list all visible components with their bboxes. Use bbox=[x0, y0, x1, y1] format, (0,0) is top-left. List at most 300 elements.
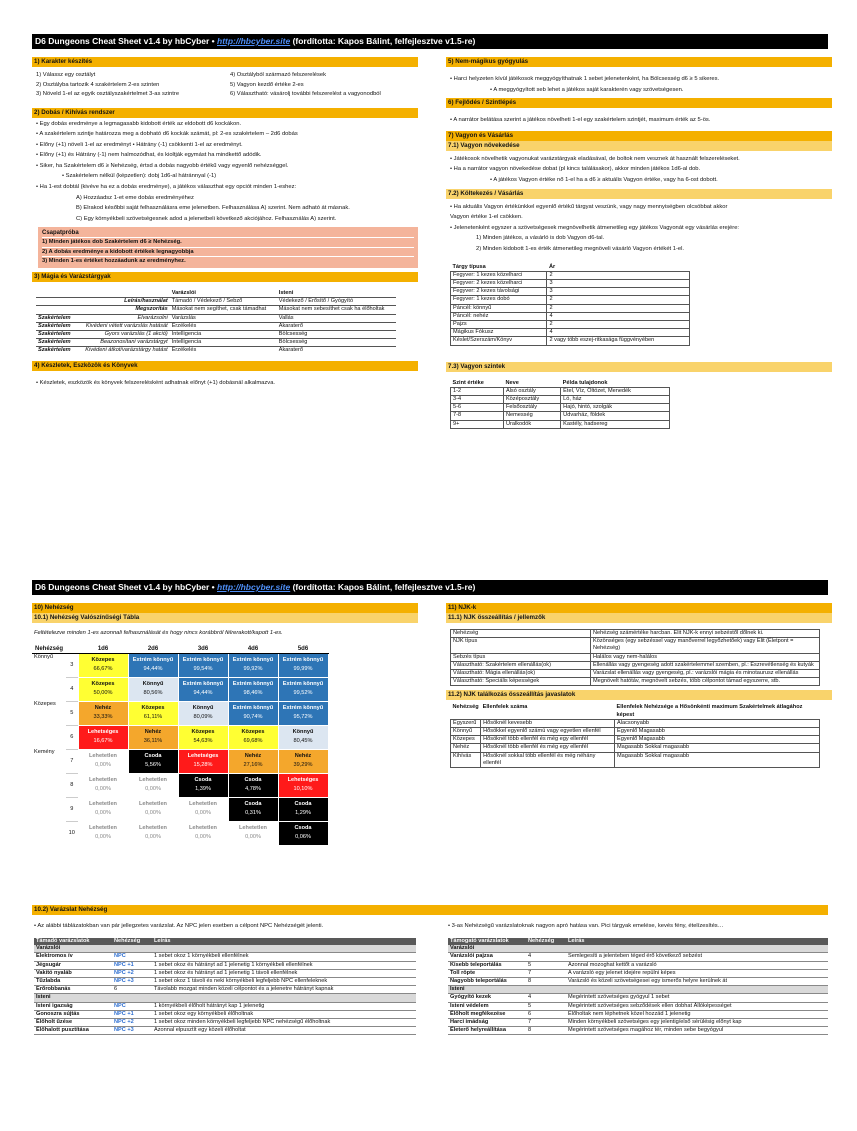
price-cell: Mágikus Fókusz bbox=[451, 329, 547, 337]
support-spell-row bbox=[448, 961, 828, 969]
probability-cell bbox=[278, 677, 328, 701]
support-spell-group: Varázslói bbox=[448, 945, 828, 953]
spell-name: Élőhalott pusztítása bbox=[34, 1027, 112, 1035]
probability-cell bbox=[228, 797, 278, 821]
difficulty-level bbox=[32, 725, 66, 749]
difficulty-target: 6 bbox=[66, 725, 78, 749]
probability-cell bbox=[128, 701, 178, 725]
attack-spell-row bbox=[34, 986, 416, 994]
difficulty-col-header: 4d6 bbox=[228, 646, 278, 654]
magic-cell: Leírás/használat bbox=[76, 298, 170, 306]
spell-description: A varázsló egy jelenet idejére repülni képes bbox=[566, 969, 828, 977]
support-spell-group: Isteni bbox=[448, 986, 828, 994]
price-row bbox=[451, 312, 690, 320]
rule-line: • Egy dobás eredménye a legmagasabb kidobott érték az eldobott d6 kockákon. bbox=[36, 120, 242, 127]
support-spell-row bbox=[448, 1027, 828, 1035]
magic-cell: Bölcsesség bbox=[277, 330, 396, 338]
attack-spell-row bbox=[34, 961, 416, 969]
probability-cell bbox=[78, 653, 128, 677]
page2-title-bar bbox=[32, 580, 828, 595]
wealth-row bbox=[451, 404, 670, 412]
probability-label: Nehéz bbox=[294, 752, 312, 759]
probability-label: Extrém könnyű bbox=[282, 656, 324, 663]
probability-cell bbox=[228, 773, 278, 797]
price-cell: 2 vagy több eszej-ritkasága függvényében bbox=[547, 337, 690, 345]
spell-description: 1 sebet okoz 1 környékbeli ellenfélnek bbox=[152, 953, 416, 961]
wealth-col-header: Szint értéke bbox=[451, 380, 504, 388]
difficulty-target: 7 bbox=[66, 749, 78, 773]
spending-line: 1) Minden játékos, a vásárló is dob Vagyon d6-tal. bbox=[476, 235, 605, 242]
spell-description: Semlegesíti a jelenteben téged érő következő sebzést bbox=[566, 953, 828, 961]
probability-label: Könnyű bbox=[292, 728, 314, 735]
wealth-col-header: Példa tulajdonok bbox=[561, 380, 670, 388]
magic-col-header bbox=[36, 290, 76, 298]
encounter-row bbox=[451, 744, 820, 752]
sub-header: 7.2) Költekezés / Vásárlás bbox=[446, 189, 832, 199]
encounter-cell: Közepes bbox=[451, 736, 481, 744]
wealth-cell: Ló, ház bbox=[561, 395, 670, 403]
party-roll-step: 3) Minden 1-es értéket hozzáadunk az eredményhez. bbox=[42, 256, 414, 266]
magic-cell: Szakértelem bbox=[36, 347, 76, 355]
difficulty-row bbox=[32, 749, 328, 773]
magic-col-header: Isteni bbox=[277, 290, 396, 298]
probability-label: Csoda bbox=[194, 776, 212, 783]
difficulty-level bbox=[32, 677, 66, 701]
difficulty-level bbox=[32, 773, 66, 797]
magic-row bbox=[36, 347, 396, 355]
encounter-col-header: Ellenfelek száma bbox=[481, 704, 615, 719]
magic-cell: Kivédeni vétett varázslás hatását bbox=[76, 322, 170, 330]
probability-label: Közepes bbox=[241, 728, 265, 735]
probability-value: 0,00% bbox=[95, 833, 111, 840]
magic-cell: Érzékelés bbox=[170, 322, 277, 330]
probability-cell bbox=[178, 821, 228, 845]
sub-header: 7.3) Vagyon szintek bbox=[446, 362, 832, 372]
magic-cell: Érzékelés bbox=[170, 347, 277, 355]
probability-label: Extrém könnyű bbox=[182, 656, 224, 663]
magic-cell: Másokat nem sebesíthet csak ha élőholtak bbox=[277, 306, 396, 314]
npc-description: Megnövelt hatótáv, megnövelt sebzés, több célpontot támad egyszerre, stb. bbox=[591, 678, 820, 686]
probability-label: Extrém könnyű bbox=[232, 656, 274, 663]
difficulty-col-header: 3d6 bbox=[178, 646, 228, 654]
probability-label: Lehetséges bbox=[287, 776, 319, 783]
section-header: 10) Nehézség bbox=[32, 603, 418, 613]
probability-cell bbox=[78, 797, 128, 821]
spending-line: Vagyon értéke 1-el csökken. bbox=[450, 214, 523, 221]
difficulty-level: Könnyű bbox=[34, 653, 53, 660]
spell-difficulty: NPC bbox=[112, 953, 152, 961]
rule-line: • Szakértelem nélkül (képzetlen): dobj 1d6-al hátránnyal (-1) bbox=[62, 173, 217, 180]
difficulty-row bbox=[32, 677, 328, 701]
magic-cell: Vallás bbox=[277, 314, 396, 322]
probability-cell bbox=[178, 797, 228, 821]
magic-row bbox=[36, 339, 396, 347]
attack-spell-header-row bbox=[34, 938, 416, 945]
encounter-cell: Alacsonyabb bbox=[615, 719, 820, 727]
magic-table bbox=[36, 290, 396, 355]
support-spell-row bbox=[448, 1010, 828, 1018]
wealth-cell: 1-2 bbox=[451, 387, 504, 395]
encounter-col-header: Ellenfelek Nehézsége a Hősönkénti maximum Szakértelmek átlagához képest bbox=[615, 704, 820, 719]
difficulty-row bbox=[32, 725, 328, 749]
wealth-row bbox=[451, 420, 670, 428]
section-header: 3) Mágia és Varázstárgyak bbox=[32, 272, 418, 282]
probability-cell bbox=[128, 797, 178, 821]
party-roll-step: 2) A dobás eredménye a kidobott értékek legnagyobbja bbox=[42, 247, 414, 257]
magic-cell: Megszorítás bbox=[76, 306, 170, 314]
spell-name: Kisebb teleportálás bbox=[448, 961, 526, 969]
price-table bbox=[450, 264, 690, 346]
attack-spell-group: Varázslói bbox=[34, 945, 416, 953]
wealth-cell: Étel, Víz, Öltözet, Menedék bbox=[561, 387, 670, 395]
price-row bbox=[451, 271, 690, 279]
npc-description: Közönséges (egy sebzéssel vagy manőverrel legyőzhetőek) vagy Elit (Életpont = Nehézség) bbox=[591, 638, 820, 653]
npc-row bbox=[451, 638, 820, 653]
support-spell-row bbox=[448, 978, 828, 986]
magic-cell: Támadó / Védekező / Sebző bbox=[170, 298, 277, 306]
probability-value: 94,44% bbox=[143, 665, 163, 672]
npc-attribute: Sebzés típus bbox=[451, 653, 591, 661]
attack-spells-table bbox=[34, 938, 416, 1035]
probability-value: 99,52% bbox=[293, 689, 313, 696]
difficulty-target: 4 bbox=[66, 677, 78, 701]
price-cell: Pajzs bbox=[451, 320, 547, 328]
npc-row bbox=[451, 678, 820, 686]
magic-cell bbox=[36, 298, 76, 306]
magic-cell: Bölcsesség bbox=[277, 339, 396, 347]
probability-label: Közepes bbox=[191, 728, 215, 735]
price-cell: 2 bbox=[547, 296, 690, 304]
encounter-row bbox=[451, 728, 820, 736]
wealth-row bbox=[451, 412, 670, 420]
spell-description: 1 környékbeli élőholt hátrányt kap 1 jelenetig bbox=[152, 1002, 416, 1010]
spell-difficulty: NPC bbox=[112, 1002, 152, 1010]
npc-attribute: Választható: Mágia ellenállás(ok) bbox=[451, 670, 591, 678]
probability-note: Feltételezve minden 1-es azonnali felhasználását és hogy nincs korábbról félrerakott/kapott 1-es. bbox=[34, 630, 283, 636]
spell-name: Gonoszra sújtás bbox=[34, 1010, 112, 1018]
wealth-cell: Uralkodók bbox=[503, 420, 560, 428]
support-spells-table bbox=[448, 938, 828, 1035]
support-spell-header-row bbox=[448, 938, 828, 945]
probability-cell bbox=[78, 821, 128, 845]
probability-cell bbox=[128, 749, 178, 773]
magic-cell: Akaraterő bbox=[277, 347, 396, 355]
probability-cell bbox=[78, 773, 128, 797]
magic-cell: Kivédeni átkot/varázstárgy hatást bbox=[76, 347, 170, 355]
section-header: 1) Karakter készítés bbox=[32, 57, 418, 67]
probability-value: 80,45% bbox=[293, 737, 313, 744]
spell-description: Megérintett szövetséges sebződések ellen dobhat Állóképességet bbox=[566, 1002, 828, 1010]
probability-label: Lehetetlen bbox=[139, 776, 167, 783]
party-roll-title: Csapatpróba bbox=[42, 230, 79, 237]
magic-cell: Védekező / Erősítő / Gyógyító bbox=[277, 298, 396, 306]
npc-attribute: NJK típus bbox=[451, 638, 591, 653]
probability-label: Extrém könnyű bbox=[232, 704, 274, 711]
support-spell-row bbox=[448, 994, 828, 1002]
wealth-cell: Udvarház, földek bbox=[561, 412, 670, 420]
probability-value: 94,44% bbox=[193, 689, 213, 696]
encounter-cell: Magasabb Sokkal magasabb bbox=[615, 744, 820, 752]
magic-cell: Másokat nem segíthet, csak támadhat bbox=[170, 306, 277, 314]
spell-difficulty: 5 bbox=[526, 961, 566, 969]
spell-note-left: • Az alábbi táblázatokban van pár jellegzetes varázslat. Az NPC jelen esetben a célpont NPC Nehézségét jelenti. bbox=[34, 923, 324, 929]
title-link[interactable]: http://hbcyber.site bbox=[217, 582, 291, 592]
magic-cell: Intelligencia bbox=[170, 330, 277, 338]
spell-difficulty: 4 bbox=[526, 994, 566, 1002]
probability-label: Könnyű bbox=[192, 704, 214, 711]
probability-cell bbox=[78, 677, 128, 701]
magic-cell bbox=[36, 306, 76, 314]
rule-line: • Ha 1-est dobtál (kivéve ha ez a dobás eredménye), a játékos választhat egy opciót minden 1-eshez: bbox=[36, 184, 297, 191]
probability-value: 1,39% bbox=[195, 785, 211, 792]
attack-spell-row bbox=[34, 1027, 416, 1035]
wealth-cell: Középosztály bbox=[503, 395, 560, 403]
spending-line: • Jelenetenként egyszer a szövetségesek megnövelhetik átmenetileg egy játékos Vagyonát egy vásárlás erejére: bbox=[450, 224, 740, 231]
probability-value: 99,99% bbox=[293, 665, 313, 672]
probability-cell bbox=[228, 821, 278, 845]
spell-difficulty: 8 bbox=[526, 1027, 566, 1035]
rule-line: • Előny (+1) és Hátrány (-1) nem halmozódhat, és kioltják egymást ha mindkettő adódik. bbox=[36, 152, 262, 159]
price-row bbox=[451, 304, 690, 312]
encounter-cell: Hősöknél több ellenfél és még egy ellenfél bbox=[481, 744, 615, 752]
probability-label: Lehetetlen bbox=[139, 824, 167, 831]
title-prefix: D6 Dungeons Cheat Sheet v1.4 by hbCyber • bbox=[35, 582, 217, 592]
magic-cell: Szakértelem bbox=[36, 314, 76, 322]
probability-label: Extrém könnyű bbox=[182, 680, 224, 687]
difficulty-header-row bbox=[32, 646, 328, 654]
probability-value: 61,11% bbox=[143, 713, 163, 720]
probability-label: Lehetetlen bbox=[89, 800, 117, 807]
support-spell-col-header: Nehézség bbox=[526, 938, 566, 945]
probability-cell bbox=[278, 773, 328, 797]
price-col-header: Ár bbox=[547, 264, 690, 272]
probability-value: 4,78% bbox=[245, 785, 261, 792]
probability-label: Extrém könnyű bbox=[132, 656, 174, 663]
healing-line: • A meggyógyított seb lehet a játékos saját karakterén vagy szövetségesen. bbox=[490, 86, 684, 93]
probability-value: 69,68% bbox=[243, 737, 263, 744]
spell-difficulty: NPC +3 bbox=[112, 1027, 152, 1035]
spell-note-right: • 3-as Nehézségű varázslatoknak nagyon apró hatása van. Pici tárgyak emelése, kevés fény, ételízesítés… bbox=[448, 923, 724, 929]
page1-title-bar bbox=[32, 34, 828, 49]
spell-description: 1 sebet okoz 1 távoli és neki környékbeli legfeljebb NPC ellenfeleknek bbox=[152, 978, 416, 986]
probability-value: 39,29% bbox=[293, 761, 313, 768]
probability-cell bbox=[78, 749, 128, 773]
wealth-cell: Nemesség bbox=[503, 412, 560, 420]
encounter-cell: Kihívás bbox=[451, 752, 481, 767]
attack-spell-row bbox=[34, 1010, 416, 1018]
title-link[interactable]: http://hbcyber.site bbox=[217, 36, 291, 46]
encounter-header-row bbox=[451, 704, 820, 719]
spell-description: Távolabb mozgat minden közeli célpontot és a jelenetre hátrányt kapnak bbox=[152, 986, 416, 994]
encounter-cell: Hősöknél kevesebb bbox=[481, 719, 615, 727]
wealth-cell: 3-4 bbox=[451, 395, 504, 403]
encounter-cell: Könnyű bbox=[451, 728, 481, 736]
npc-description: Nehézség számértéke harcban. Elit NJK-k ennyi sebzéstől dőlnek ki. bbox=[591, 630, 820, 638]
probability-label: Csoda bbox=[244, 776, 262, 783]
probability-label: Csoda bbox=[144, 752, 162, 759]
attack-spell-group: Isteni bbox=[34, 994, 416, 1002]
probability-label: Lehetetlen bbox=[189, 824, 217, 831]
page2-right-column bbox=[446, 603, 832, 768]
npc-attribute: Nehézség bbox=[451, 630, 591, 638]
probability-label: Csoda bbox=[244, 800, 262, 807]
roll-system-text bbox=[32, 120, 418, 224]
difficulty-target: 9 bbox=[66, 797, 78, 821]
spell-description: Azonnal elpusztít egy közeli élőholtat bbox=[152, 1027, 416, 1035]
spell-name: Varázslói pajzsa bbox=[448, 953, 526, 961]
attack-spell-row bbox=[34, 953, 416, 961]
attack-spell-col-header: Támadó varázslatok bbox=[34, 938, 112, 945]
creation-step: 3) Növeld 1-el az egyik osztályszakértelmet 3-as szintre bbox=[36, 91, 180, 97]
encounter-cell: Magasabb Sokkal magasabb bbox=[615, 752, 820, 767]
magic-row bbox=[36, 314, 396, 322]
title-prefix: D6 Dungeons Cheat Sheet v1.4 by hbCyber • bbox=[35, 36, 217, 46]
support-spell-row bbox=[448, 969, 828, 977]
probability-cell bbox=[278, 725, 328, 749]
section-header: 2) Dobás / Kihívás rendszer bbox=[32, 108, 418, 118]
probability-label: Lehetetlen bbox=[239, 824, 267, 831]
probability-value: 27,16% bbox=[243, 761, 263, 768]
rule-line: C) Egy környékbeli szövetségesnek adod a jelenetbeli következő akciójához. Felhasználás A) szerint. bbox=[76, 215, 337, 222]
magic-col-header bbox=[76, 290, 170, 298]
probability-cell bbox=[78, 701, 128, 725]
probability-value: 0,00% bbox=[95, 785, 111, 792]
spell-difficulty: 6 bbox=[526, 1010, 566, 1018]
probability-cell bbox=[128, 725, 178, 749]
spell-name: Gyógyító kezek bbox=[448, 994, 526, 1002]
spell-difficulty: NPC +1 bbox=[112, 1010, 152, 1018]
spending-line: • Ha aktuális Vagyon értékünkkel egyenlő értékű tárgyat veszünk, vagy nagy mennyiségben olcsóbbat akkor bbox=[450, 203, 728, 210]
difficulty-level: Kemény bbox=[34, 749, 55, 756]
probability-cell bbox=[278, 821, 328, 845]
encounter-row bbox=[451, 719, 820, 727]
section-header: 6) Fejlődés / Szintlépés bbox=[446, 98, 832, 108]
encounter-cell: Egyszerű bbox=[451, 719, 481, 727]
probability-cell bbox=[178, 653, 228, 677]
support-spell-group-row bbox=[448, 945, 828, 953]
encounter-cell: Hősökkel egyenlő számú vagy egyetlen ellenfél bbox=[481, 728, 615, 736]
difficulty-target: 3 bbox=[66, 653, 78, 677]
difficulty-row bbox=[32, 701, 328, 725]
probability-value: 80,09% bbox=[193, 713, 213, 720]
probability-value: 95,72% bbox=[293, 713, 313, 720]
probability-label: Extrém könnyű bbox=[282, 704, 324, 711]
probability-value: 99,92% bbox=[243, 665, 263, 672]
probability-label: Lehetséges bbox=[87, 728, 119, 735]
probability-value: 33,33% bbox=[93, 713, 113, 720]
spell-description: 1 sebet okoz minden környékbeli legfeljebb NPC nehézségű élőholtnak bbox=[152, 1019, 416, 1027]
price-cell: Páncél: nehéz bbox=[451, 312, 547, 320]
spell-description: 1 sebet okoz egy környékbeli élőholtnak bbox=[152, 1010, 416, 1018]
difficulty-col-header: 5d6 bbox=[278, 646, 328, 654]
wealth-row bbox=[451, 395, 670, 403]
spell-name: Élőholt űzése bbox=[34, 1019, 112, 1027]
magic-row bbox=[36, 298, 396, 306]
price-cell: 3 bbox=[547, 279, 690, 287]
difficulty-row bbox=[32, 773, 328, 797]
probability-value: 90,74% bbox=[243, 713, 263, 720]
healing-line: • Harci helyzeten kívül játékosok meggyógyíthatnak 1 sebet jelenetenként, ha Bölcsesség d6 ≥ 5 sikeres. bbox=[450, 76, 720, 82]
magic-cell: Szakértelem bbox=[36, 330, 76, 338]
support-spell-col-header: Leírás bbox=[566, 938, 828, 945]
probability-label: Csoda bbox=[294, 800, 312, 807]
probability-cell bbox=[278, 749, 328, 773]
probability-label: Lehetetlen bbox=[89, 824, 117, 831]
section-header: 5) Nem-mágikus gyógyulás bbox=[446, 57, 832, 67]
probability-value: 0,00% bbox=[95, 761, 111, 768]
probability-value: 98,46% bbox=[243, 689, 263, 696]
spell-description: Varázsló és közeli szövetségesei egy ismerős helyre kerülnek át bbox=[566, 978, 828, 986]
title-suffix: (fordította: Kapos Bálint, felfejlesztve v1.5-re) bbox=[290, 582, 476, 592]
rule-line: B) Elrakod későbbi saját felhasználásra eme jelenetben. Felhasználása A) szerint. Nem adható át másnak. bbox=[76, 205, 350, 212]
attack-spell-row bbox=[34, 1019, 416, 1027]
spell-description: Azonnal mozoghat kettőt a varázsló bbox=[566, 961, 828, 969]
rule-line: • Előny (+1) növeli 1-el az eredményt • Hátrány (-1) csökkenti 1-el az eredményt. bbox=[36, 141, 243, 148]
section-header: 11) NJK-k bbox=[446, 603, 832, 613]
spell-difficulty: NPC +2 bbox=[112, 969, 152, 977]
spell-description: Minden környékbeli szövetséges egy jelentig/első sérülésig előnyt kap bbox=[566, 1019, 828, 1027]
price-row bbox=[451, 279, 690, 287]
probability-label: Nehéz bbox=[94, 704, 112, 711]
spell-difficulty: 5 bbox=[526, 1002, 566, 1010]
magic-cell: Szakértelem bbox=[36, 322, 76, 330]
npc-row bbox=[451, 653, 820, 661]
wealth-growth-line: • Játékosok növelhetik vagyonukat varázstárgyak eladásával, de boltok nem vesznek át használt felszereléseket. bbox=[450, 155, 740, 162]
wealth-cell: 5-6 bbox=[451, 404, 504, 412]
party-roll-step: 1) Minden játékos dob Szakértelem d6 ≥ Nehézség. bbox=[42, 237, 414, 247]
probability-cell bbox=[128, 653, 178, 677]
spell-description: Megérintett szövetséges magához tér, minden sebe begyógyul bbox=[566, 1027, 828, 1035]
magic-row bbox=[36, 322, 396, 330]
price-row bbox=[451, 320, 690, 328]
spell-name: Jégsugár bbox=[34, 961, 112, 969]
probability-value: 99,54% bbox=[193, 665, 213, 672]
spell-description: Élőholtak nem léphetnek közel hozzád 1 jelenetig bbox=[566, 1010, 828, 1018]
probability-cell bbox=[228, 653, 278, 677]
probability-value: 0,00% bbox=[145, 809, 161, 816]
encounter-row bbox=[451, 736, 820, 744]
price-row bbox=[451, 337, 690, 345]
section-header: 10.2) Varázslat Nehézség bbox=[32, 905, 828, 915]
probability-value: 54,63% bbox=[193, 737, 213, 744]
spending-line: 2) Minden kidobott 1-es érték átmenetileg megnöveli vásárló Vagyon értékét 1-el. bbox=[476, 245, 685, 252]
encounter-row bbox=[451, 752, 820, 767]
difficulty-probability-table bbox=[32, 646, 329, 846]
creation-step: 5) Vagyon kezdő értéke 2-es bbox=[230, 81, 304, 88]
page1-left-column bbox=[32, 57, 418, 389]
spell-difficulty: 4 bbox=[526, 953, 566, 961]
probability-label: Lehetetlen bbox=[89, 776, 117, 783]
magic-row bbox=[36, 330, 396, 338]
support-spell-row bbox=[448, 1019, 828, 1027]
probability-label: Nehéz bbox=[244, 752, 262, 759]
probability-cell bbox=[228, 701, 278, 725]
probability-cell bbox=[228, 749, 278, 773]
probability-cell bbox=[228, 677, 278, 701]
probability-label: Lehetetlen bbox=[89, 752, 117, 759]
magic-cell: Szakértelem bbox=[36, 339, 76, 347]
probability-cell bbox=[178, 677, 228, 701]
support-spell-col-header: Támogató varázslatok bbox=[448, 938, 526, 945]
probability-value: 36,11% bbox=[143, 737, 163, 744]
magic-cell: Gyors varázslás (1 akció) bbox=[76, 330, 170, 338]
price-cell: Fegyver: 1 kezes közelharci bbox=[451, 271, 547, 279]
difficulty-level bbox=[32, 821, 66, 845]
npc-attribute: Választható: Speciális képességek bbox=[451, 678, 591, 686]
price-row bbox=[451, 296, 690, 304]
probability-label: Közepes bbox=[91, 656, 115, 663]
rule-line: A) Hozzáadsz 1-et eme dobás eredményéhez bbox=[76, 194, 194, 201]
